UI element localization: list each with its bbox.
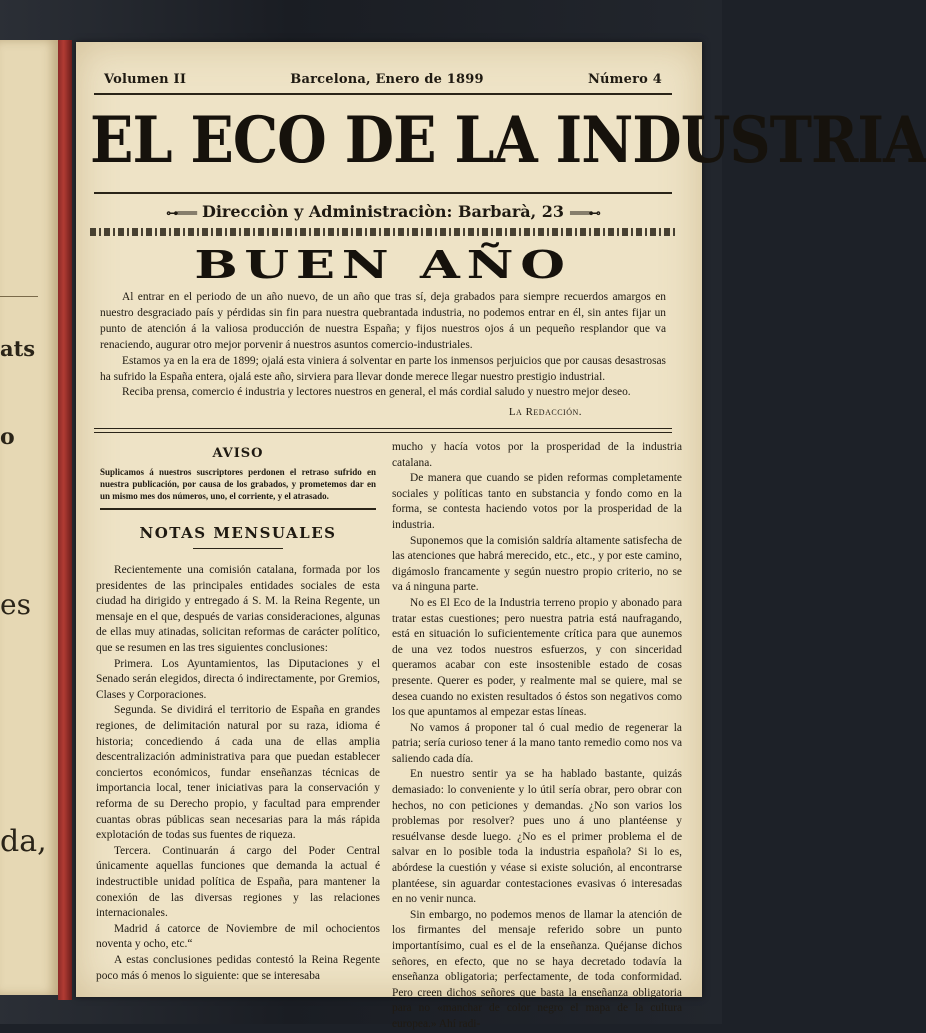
issue-number: Número 4 — [587, 72, 662, 87]
notas-paragraph: No vamos á proponer tal ó cual medio de regenerar la patria; sería curioso tener á la mano tanto remedio como nos va saliendo cada día. — [392, 721, 682, 765]
notas-paragraph: Madrid á catorce de Noviembre de mil ochocientos noventa y ocho, etc.“ — [96, 922, 380, 951]
notas-paragraph: Primera. Los Ayuntamientos, las Diputaciones y el Senado serán elegidos, directa ó indirectamente, por Gremios, Clases y Corporaciones. — [96, 657, 380, 701]
volume-label: Volumen II — [104, 72, 187, 87]
left-column — [96, 440, 380, 984]
masthead-rule — [94, 192, 672, 194]
newspaper-page — [76, 42, 926, 1030]
ornament-left-icon: ⊶═══ — [166, 205, 196, 220]
notas-title: NOTAS MENSUALES — [139, 524, 337, 543]
notas-rule — [193, 548, 283, 549]
address-line — [90, 202, 676, 221]
ornament-right-icon: ═══⊷ — [570, 205, 600, 220]
previous-page — [0, 40, 60, 995]
prev-page-fragment: ats — [0, 336, 36, 361]
notas-paragraph: Recientemente una comisión catalana, formada por los presidentes de las principales entidades sociales de esta ciudad ha dirigido y entregado á S. M. la Reina Regente, un mensaje en el que, después de varias consideraciones, algunas de ellas muy atinadas, solicitan reformas de carácter político, que se resumen en las tres siguientes conclusiones: — [96, 564, 380, 655]
aviso-rule — [100, 508, 376, 510]
aviso-text: Suplicamos á nuestros suscriptores perdonen el retraso sufrido en nuestra publicación, por causa de los grabados, y prometemos dar en un mismo mes dos números, uno, el corriente, y el atrasado. — [100, 466, 376, 502]
notas-paragraph: De manera que cuando se piden reformas completamente sociales y políticas tanto en substancia y fondo como en la forma, se contesta haciendo votos por la prosperidad de la industria. — [392, 472, 682, 531]
notas-paragraph: Suponemos que la comisión saldría altamente satisfecha de las atenciones que habrá merecido, etc., etc., y por este camino, digámoslo francamente y según nuestro propio criterio, no se va á ninguna parte. — [392, 534, 682, 594]
notas-paragraph: Tercera. Continuarán á cargo del Poder Central únicamente aquellas funciones que demanda la actual é indestructible unidad política de España, para mantener la conexión de las diversas regiones y las relaciones internacionales. — [96, 844, 380, 920]
notas-paragraph: En nuestro sentir ya se ha hablado bastante, quizás demasiado: lo conveniente y lo útil sería obrar, pero obrar con hechos, no con peticiones y demandas. ¿No son varios los problemas por resolver? pues uno á uno plantéense y resuélvanse desde luego. ¿No es el primer problema el de salvar en lo posible toda la industria española? Si lo es, abórdese la cuestión y véase si existe solución, al encontrarse plantéese, sin aguardar contestaciones evasivas ó interesadas en no venir nunca. — [392, 768, 682, 906]
dateline: Barcelona, Enero de 1899 — [290, 72, 484, 87]
notas-paragraph: No es El Eco de la Industria terreno propio y abonado para tratar estas cuestiones; pero nuestra patria está naufragando, está en situación lo suficientemente crítica para que aunemos de una vez todos nuestros esfuerzos, y con sinceridad queramos acabar con este insostenible estado de cosas presente. Querer es poder, y realmente mal se quiere, mal se desea cuando no existen resultados ó éstos son negativos como los que apuntamos al empezar estas líneas. — [392, 596, 682, 719]
prev-page-fragment: es — [0, 588, 31, 621]
aviso-title: AVISO — [212, 446, 264, 461]
section-rule — [94, 428, 672, 429]
notas-paragraph: Segunda. Se dividirá el territorio de España en grandes regiones, de delimitación natural por su raza, idioma é historia; concediendo á cada una de ellas amplia descentralización administrativa para que puedan establecer conciertos económicos, fundar enseñanzas técnicas de importancia local, tener iniciativas para la conservación y reforma de su Derecho propio, y facultad para emprender cuantas obras públicas sean necesarias para la más rápida explotación de todas sus fuentes de riqueza. — [96, 704, 380, 842]
article-title: BUEN AÑO — [194, 242, 572, 287]
prev-page-fragment: da, — [0, 824, 47, 859]
address-text: Direcciòn y Administraciòn: Barbarà, 23 — [201, 202, 565, 221]
prev-page-fragment: o — [0, 424, 15, 450]
prev-page-rule — [0, 296, 38, 298]
right-column — [392, 440, 682, 1033]
book-binding-edge — [58, 40, 72, 1000]
header-rule — [94, 93, 672, 95]
decorative-border — [90, 228, 676, 236]
section-rule-thin — [94, 432, 672, 433]
notas-paragraph: Sin embargo, no podemos menos de llamar la atención de los firmantes del mensaje referido sobre un punto importantísimo, cual es el de la enseñanza. Quéjanse dichos señores, en efecto, que no se haya decretado todavía la enseñanza obligatoria; perfectamente, de toda conformidad. Pero creen dichos señores que basta la enseñanza obligatoria para no «manchar de color negro el mapa de la cultura europea.» Ahí radi- — [392, 908, 682, 1030]
article-paragraph: Reciba prensa, comercio é industria y lectores nuestros en general, el más cordial saludo y nuestro mejor deseo. — [122, 386, 631, 399]
article-paragraph: Estamos ya en la era de 1899; ojalá esta viniera á solventar en parte los inmensos perjuicios que por causas desastrosas ha sufrido la España entera, ojalá este año, sirviera para llevar donde merece llegar nuestro prestigio industrial. — [100, 354, 666, 383]
article-body — [100, 290, 666, 401]
notas-paragraph: A estas conclusiones pedidas contestó la Reina Regente poco más ó menos lo siguiente: que se interesaba — [96, 953, 380, 982]
notas-paragraph: mucho y hacía votos por la prosperidad de la industria catalana. — [392, 441, 682, 469]
article-signature: La Redacción. — [508, 406, 582, 418]
issue-header — [104, 72, 662, 87]
masthead-title: EL ECO DE LA INDUSTRIA — [90, 102, 926, 178]
article-paragraph: Al entrar en el periodo de un año nuevo, de un año que tras sí, deja grabados para siempre recuerdos amargos en nuestro desgraciado país y pérdidas sin fin para nuestra quebrantada industria, no podemos entrar en él, sin antes fijar un punto de atención á la valiosa producción de nuestra España; y fijos nuestros ojos á un pequeño resplandor que va renaciendo, augurar otro mejor porvenir á nuestros asuntos comercio-industriales. — [100, 291, 666, 351]
